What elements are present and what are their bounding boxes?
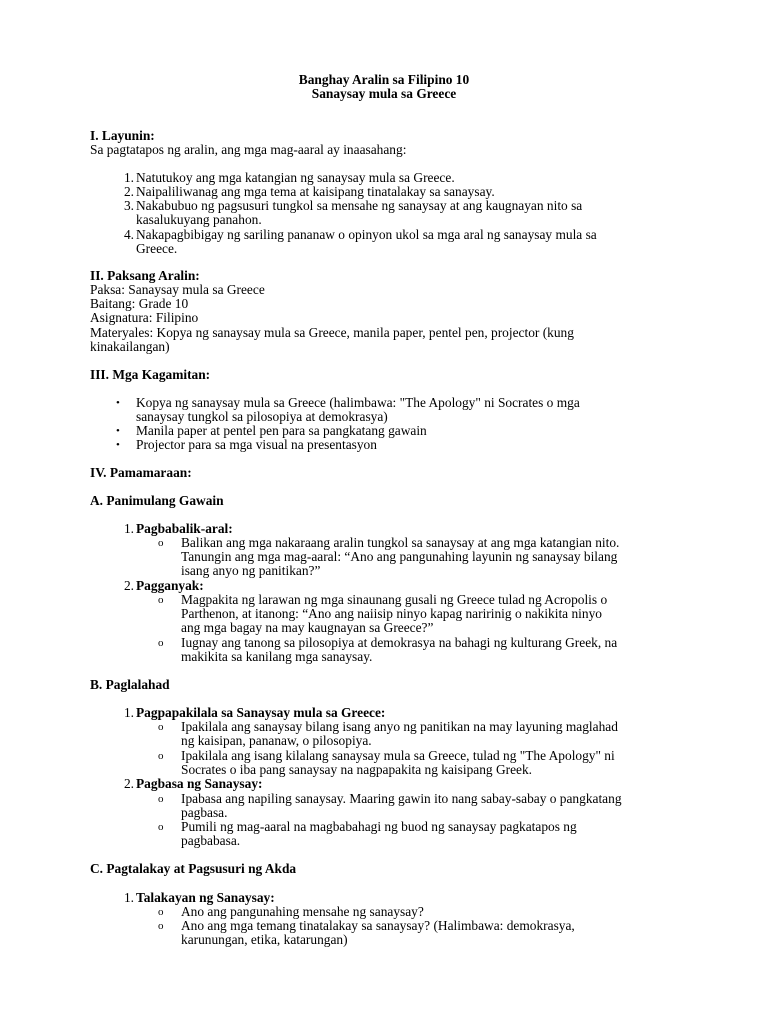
subsection-heading-c: C. Pagtalakay at Pagsusuri ng Akda	[90, 861, 297, 876]
step-label: Pagganyak:	[136, 578, 204, 593]
subsection-heading-b: B. Paglalahad	[90, 677, 170, 692]
kagamitan-item: Manila paper at pentel pen para sa pangkatang gawain	[136, 423, 427, 438]
sub-bullet-marker: o	[158, 594, 164, 606]
subsection-heading-a: A. Panimulang Gawain	[90, 493, 224, 508]
section-heading-pamamaraan: IV. Pamamaraan:	[90, 465, 192, 480]
bullet-marker: •	[116, 425, 120, 437]
sub-bullet-marker: o	[158, 721, 164, 733]
list-number: 2.	[123, 776, 134, 791]
step-detail: Iugnay ang tanong sa pilosopiya at demokrasya na bahagi ng kulturang Greek, na makikita sa kanilang mga sanaysay.	[181, 635, 618, 665]
step-detail: Ipakilala ang isang kilalang sanaysay mula sa Greece, tulad ng "The Apology" ni Socrates o iba pang sanaysay na nagpapakita ng kaisipang Greek.	[181, 748, 615, 778]
step-detail: Ipakilala ang sanaysay bilang isang anyo ng panitikan na may layuning maglahad ng kaisipan, pananaw, o pilosopiya.	[181, 719, 618, 749]
step-detail: Pumili ng mag-aaral na magbabahagi ng buod ng sanaysay pagkatapos ng pagbabasa.	[181, 819, 577, 849]
sub-bullet-marker: o	[158, 637, 164, 649]
sub-bullet-marker: o	[158, 906, 164, 918]
kagamitan-item: Kopya ng sanaysay mula sa Greece (halimbawa: "The Apology" ni Socrates o mga sanaysay tungkol sa pilosopiya at demokrasya)	[136, 395, 580, 425]
document-subtitle: Sanaysay mula sa Greece	[311, 86, 457, 101]
step-label: Pagpapakilala sa Sanaysay mula sa Greece:	[136, 705, 386, 720]
step-detail: Ano ang pangunahing mensahe ng sanaysay?	[181, 904, 424, 919]
bullet-marker: •	[116, 397, 120, 409]
step-label: Pagbasa ng Sanaysay:	[136, 776, 263, 791]
list-number: 3.	[123, 198, 134, 213]
list-number: 2.	[123, 184, 134, 199]
list-number: 1.	[123, 521, 134, 536]
document-title: Banghay Aralin sa Filipino 10	[298, 72, 470, 87]
section-heading-paksang-aralin: II. Paksang Aralin:	[90, 268, 200, 283]
section-heading-layunin: I. Layunin:	[90, 128, 155, 143]
paksang-aralin-details: Paksa: Sanaysay mula sa Greece Baitang: Grade 10 Asignatura: Filipino Materyales: Kopya ng sanaysay mula sa Greece, manila paper, pentel pen, projector (kung kinakailangan)	[90, 282, 574, 354]
step-detail: Ipabasa ang napiling sanaysay. Maaring gawin ito nang sabay-sabay o pangkatang pagbasa.	[181, 791, 622, 821]
layunin-intro: Sa pagtatapos ng aralin, ang mga mag-aaral ay inaasahang:	[90, 142, 407, 157]
sub-bullet-marker: o	[158, 750, 164, 762]
list-number: 1.	[123, 890, 134, 905]
sub-bullet-marker: o	[158, 920, 164, 932]
list-number: 1.	[123, 170, 134, 185]
kagamitan-item: Projector para sa mga visual na presentasyon	[136, 437, 377, 452]
list-number: 4.	[123, 227, 134, 242]
sub-bullet-marker: o	[158, 793, 164, 805]
bullet-marker: •	[116, 439, 120, 451]
step-label: Pagbabalik-aral:	[136, 521, 233, 536]
step-detail: Magpakita ng larawan ng mga sinaunang gusali ng Greece tulad ng Acropolis o Parthenon, at itanong: “Ano ang naiisip ninyo kapag naririnig o nakikita ninyo ang mga bagay na may kaugnayan sa Greece?”	[181, 592, 608, 636]
sub-bullet-marker: o	[158, 537, 164, 549]
step-detail: Balikan ang mga nakaraang aralin tungkol sa sanaysay at ang mga katangian nito. Tanungin ang mga mag-aaral: “Ano ang pangunahing layunin ng sanaysay bilang isang anyo ng panitikan?”	[181, 535, 620, 579]
layunin-item: Natutukoy ang mga katangian ng sanaysay mula sa Greece.	[136, 170, 455, 185]
step-detail: Ano ang mga temang tinatalakay sa sanaysay? (Halimbawa: demokrasya, karunungan, etika, katarungan)	[181, 918, 575, 948]
section-heading-kagamitan: III. Mga Kagamitan:	[90, 367, 211, 382]
layunin-item: Nakapagbibigay ng sariling pananaw o opinyon ukol sa mga aral ng sanaysay mula sa Greece.	[136, 227, 597, 257]
sub-bullet-marker: o	[158, 821, 164, 833]
layunin-item: Naipaliliwanag ang mga tema at kaisipang tinatalakay sa sanaysay.	[136, 184, 495, 199]
layunin-item: Nakabubuo ng pagsusuri tungkol sa mensahe ng sanaysay at ang kaugnayan nito sa kasalukuyang panahon.	[136, 198, 583, 228]
step-label: Talakayan ng Sanaysay:	[136, 890, 275, 905]
list-number: 2.	[123, 578, 134, 593]
list-number: 1.	[123, 705, 134, 720]
